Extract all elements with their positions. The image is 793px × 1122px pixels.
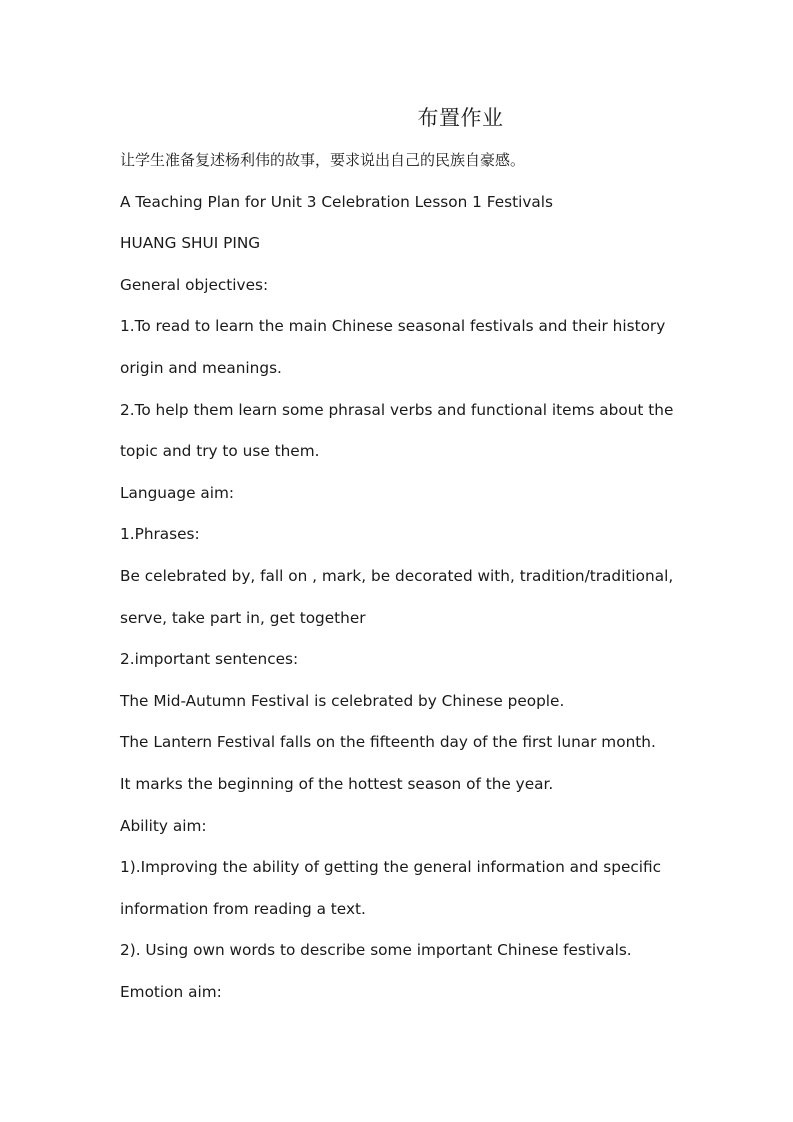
text-line: HUANG SHUI PING	[120, 234, 261, 253]
text-line: 2). Using own words to describe some important Chinese festivals.	[120, 941, 632, 960]
text-line: 2.important sentences:	[120, 650, 299, 669]
text-line: Be celebrated by, fall on , mark, be decorated with, tradition/traditional,	[120, 566, 674, 585]
text-line: General objectives:	[120, 275, 269, 294]
text-line: 2.To help them learn some phrasal verbs and functional items about the	[120, 400, 674, 419]
text-line: 让学生准备复述杨利伟的故事，要求说出自己的民族自豪感。	[120, 151, 526, 169]
text-line: topic and try to use them.	[120, 442, 320, 461]
text-line: It marks the beginning of the hottest season of the year.	[120, 774, 554, 793]
text-line: Emotion aim:	[120, 982, 222, 1001]
document-title: 布置作业	[417, 106, 504, 130]
text-line: 1.Phrases:	[120, 525, 200, 544]
text-line: origin and meanings.	[120, 358, 282, 377]
text-line: 1).Improving the ability of getting the general information and specific	[120, 858, 662, 877]
text-line: The Lantern Festival falls on the fifteenth day of the first lunar month.	[120, 733, 656, 752]
text-line: information from reading a text.	[120, 899, 366, 918]
text-line: Ability aim:	[120, 816, 207, 835]
document-body	[120, 148, 720, 1021]
text-line: Language aim:	[120, 483, 235, 502]
text-line: A Teaching Plan for Unit 3 Celebration Lesson 1 Festivals	[120, 192, 554, 211]
text-line: 1.To read to learn the main Chinese seasonal festivals and their history	[120, 317, 666, 336]
text-line: serve, take part in, get together	[120, 608, 366, 627]
text-line: The Mid-Autumn Festival is celebrated by Chinese people.	[120, 691, 565, 710]
